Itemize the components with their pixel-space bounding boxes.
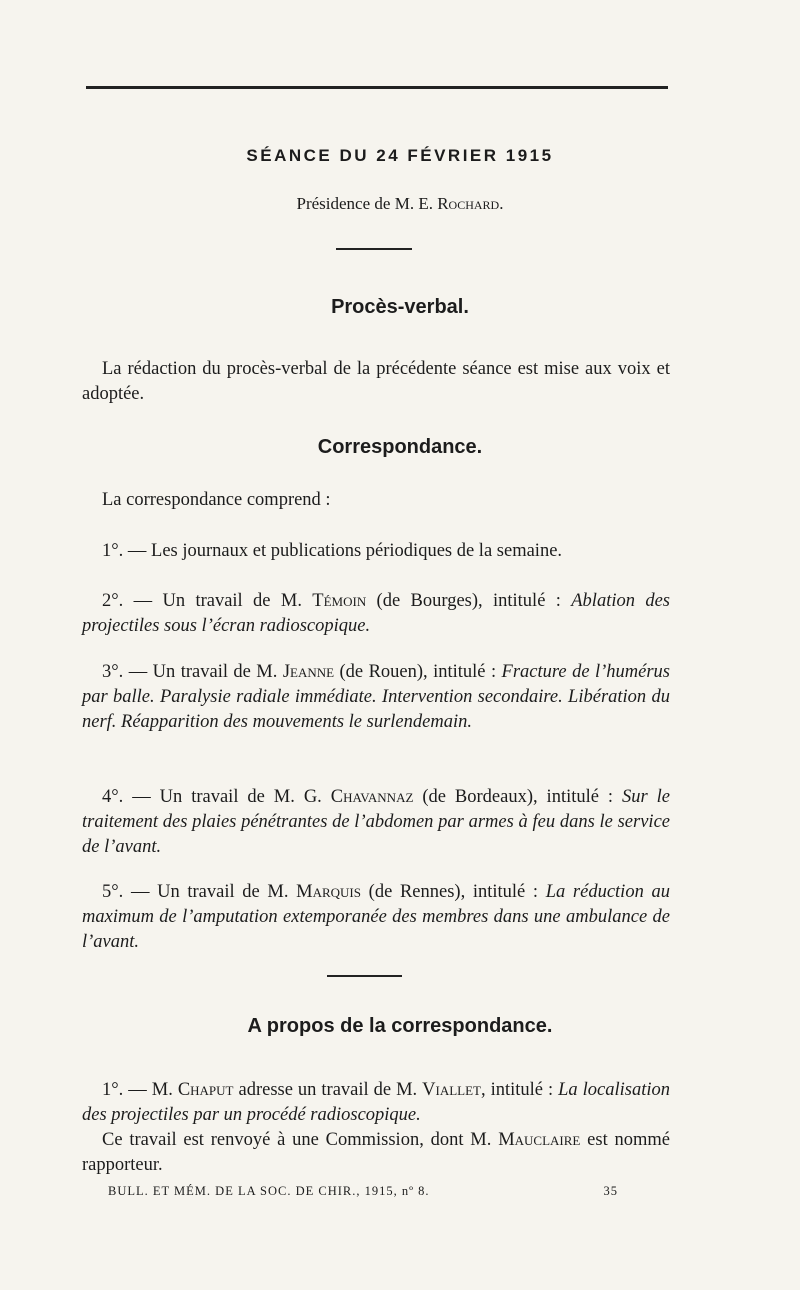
presidence-prefix: Présidence de M. E.: [296, 194, 438, 213]
item-number: 3°.: [102, 662, 124, 682]
correspondance-item-3: [82, 660, 670, 735]
correspondance-item-5: [82, 880, 670, 955]
heading-proces-verbal: Procès-verbal.: [331, 296, 469, 318]
item-text: — Un travail de M. G.: [123, 787, 331, 807]
page-number: 35: [603, 1184, 618, 1198]
item-text: — Les journaux et publications périodiques de la semaine.: [123, 541, 563, 561]
item-number: 2°.: [102, 591, 124, 611]
item-text: (de Bourges), intitulé :: [366, 591, 572, 611]
item-text: (de Rennes), intitulé :: [361, 882, 546, 902]
author-name: Viallet: [422, 1080, 481, 1100]
author-name: Chavannaz: [330, 787, 414, 807]
work-title: Fracture de l’humérus par balle. Paralysie radiale immédiate. Intervention secondaire. Libération du nerf. Réapparition des mouvements le surlendemain.: [82, 662, 670, 732]
item-number: 1°.: [102, 1080, 124, 1100]
page-footer: [108, 1184, 618, 1199]
item-text: est nommé rapporteur.: [82, 1130, 670, 1175]
item-text: — Un travail de M.: [123, 591, 313, 611]
item-text: Ce travail est renvoyé à une Commission, dont M.: [102, 1130, 499, 1150]
a-propos-followup: [82, 1128, 670, 1178]
correspondance-intro: La correspondance comprend :: [102, 490, 331, 510]
author-name: Jeanne: [282, 662, 335, 682]
author-name: Témoin: [312, 591, 367, 611]
work-title: La réduction au maximum de l’amputation extemporanée des membres dans une ambulance de l’avant.: [82, 882, 670, 952]
item-text: — M.: [123, 1080, 178, 1100]
a-propos-item-1: [82, 1078, 670, 1128]
author-name: Chaput: [177, 1080, 234, 1100]
author-name: Marquis: [296, 882, 361, 902]
rapporteur-name: Mauclaire: [498, 1130, 581, 1150]
item-text: (de Bordeaux), intitulé :: [413, 787, 622, 807]
top-rule: [86, 86, 668, 89]
item-number: 5°.: [102, 882, 124, 902]
separator-rule: [336, 248, 412, 250]
correspondance-item-1: [82, 539, 670, 564]
item-number: 1°.: [102, 541, 124, 561]
item-text: (de Rouen), intitulé :: [334, 662, 502, 682]
work-title: La localisation des projectiles par un procédé radioscopique.: [82, 1080, 671, 1125]
footer-citation: BULL. ET MÉM. DE LA SOC. DE CHIR., 1915, nº 8.: [108, 1184, 430, 1198]
presidence-line: [0, 194, 800, 214]
correspondance-item-2: [82, 589, 670, 639]
separator-rule: [327, 975, 402, 977]
president-name: Rochard.: [437, 194, 504, 213]
session-title: SÉANCE DU 24 FÉVRIER 1915: [246, 146, 554, 165]
item-text: — Un travail de M.: [123, 882, 297, 902]
item-text: , intitulé :: [480, 1080, 559, 1100]
item-text: — Un travail de M.: [123, 662, 283, 682]
heading-correspondance: Correspondance.: [317, 436, 483, 458]
correspondance-item-4: [82, 785, 670, 860]
work-title: Sur le traitement des plaies pénétrantes de l’abdomen par armes à feu dans le service de l’avant.: [82, 787, 670, 857]
heading-a-propos: A propos de la correspondance.: [247, 1015, 553, 1037]
item-number: 4°.: [102, 787, 124, 807]
work-title: Ablation des projectiles sous l’écran radioscopique.: [82, 591, 670, 636]
proces-verbal-text: La rédaction du procès-verbal de la précédente séance est mise aux voix et adoptée.: [82, 359, 670, 404]
item-text: adresse un travail de M.: [233, 1080, 423, 1100]
